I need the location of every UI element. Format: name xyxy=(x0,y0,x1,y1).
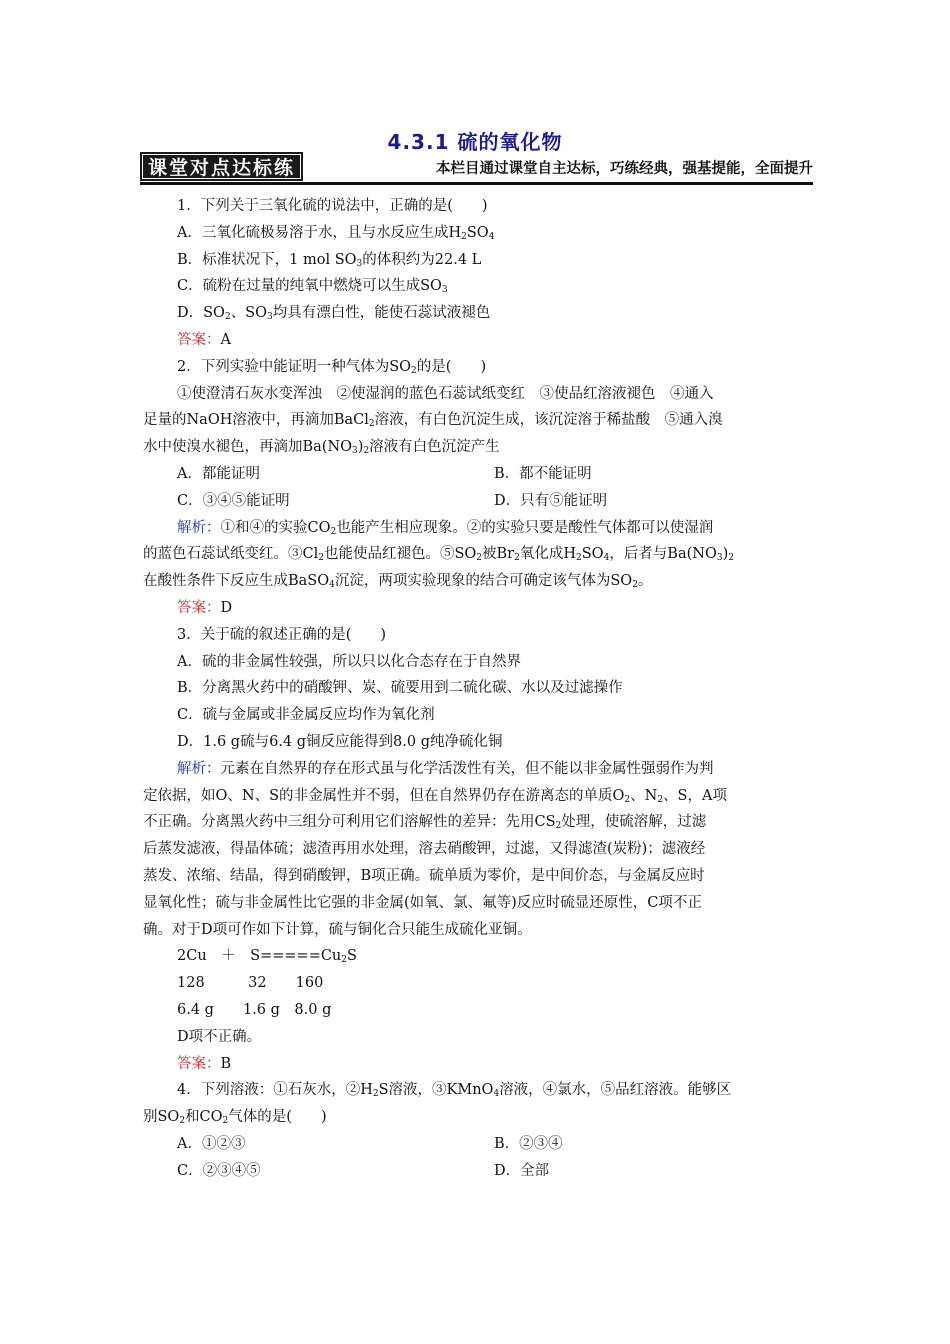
q2-option-a: A．都能证明 xyxy=(177,465,260,482)
q1-stem: 1．下列关于三氧化硫的说法中，正确的是( ) xyxy=(177,198,488,214)
q2-statement-line-1: ①使澄清石灰水变浑浊 ②使湿润的蓝色石蕊试纸变红 ③使品红溶液褪色 ④通入 xyxy=(177,385,714,402)
q2-option-b: B．都不能证明 xyxy=(494,465,592,482)
q4-option-d: D．全部 xyxy=(494,1162,550,1179)
q2-option-c: C．③④⑤能证明 xyxy=(177,492,290,509)
q4-stem-line-2: 别$SO_2$和$CO_2$气体的是( ) xyxy=(143,1109,327,1127)
q2-explanation-line-2: 的蓝色石蕊试纸变红。$③Cl_2$也能使品红褪色。$⑤SO_2$被$Br_2$氧化成$H_2SO_4$，后者与$Ba(NO_3)_2$ xyxy=(143,546,734,564)
banner-description: 本栏目通过课堂自主达标，巧练经典，强基提能，全面提升 xyxy=(436,161,813,177)
q2-options-row-2 xyxy=(143,488,811,515)
banner-label: 课堂对点达标练 xyxy=(140,152,303,181)
q2-answer: 答案：D xyxy=(177,599,233,616)
q2-options-row-1 xyxy=(143,461,811,488)
q4-option-a: A．①②③ xyxy=(177,1135,246,1152)
q3-option-d: D．1.6 g硫与6.4 g铜反应能得到8.0 g纯净硫化铜 xyxy=(177,733,503,750)
q2-stem: 2．下列实验中能证明一种气体为$SO_2$的是( ) xyxy=(177,358,487,376)
explanation-label: 解析： xyxy=(177,519,221,536)
q2-statement-line-3: 水中使溴水褪色，再滴加$Ba(NO_3)_2$溶液有白色沉淀产生 xyxy=(143,439,500,457)
q4-options-row-1 xyxy=(143,1131,811,1158)
q3-molar-masses: 128 32 160 xyxy=(177,975,324,992)
q2-statement-line-2: 足量的NaOH溶液中，再滴加BaCl$_2$溶液，有白色沉淀生成，该沉淀溶于稀盐酸 ⑤通入溴 xyxy=(143,412,723,430)
q2-option-d: D．只有⑤能证明 xyxy=(494,492,608,509)
q4-options-row-2 xyxy=(143,1158,811,1185)
q4-stem-line-1: 4．下列溶液：①石灰水，$②H_2S$溶液，③KMnO$_4$溶液，④氯水，⑤品红溶液。能够区 xyxy=(177,1082,732,1100)
q3-explanation-line-1: 解析：元素在自然界的存在形式虽与化学活泼性有关，但不能以非金属性强弱作为判 xyxy=(177,760,714,777)
q3-conclusion: D项不正确。 xyxy=(177,1028,262,1045)
q3-option-a: A．硫的非金属性较强，所以只以化合态存在于自然界 xyxy=(177,653,521,670)
q3-stem: 3．关于硫的叙述正确的是( ) xyxy=(177,626,387,643)
q3-explanation-line-2: 定依据，如O、N、S的非金属性并不弱，但在自然界仍存在游离态的单质$O_2$、$N_2$、S，A项 xyxy=(143,787,727,805)
q3-explanation-line-6: 显氧化性；硫与非金属性比它强的非金属(如氧、氯、氟等)反应时硫显还原性，C项不正 xyxy=(143,894,702,911)
page-title: 4.3.1 硫的氧化物 xyxy=(387,130,563,154)
q2-explanation-line-3: 在酸性条件下反应生成BaSO$_4$沉淀，两项实验现象的结合可确定该气体为$SO_2$。 xyxy=(143,573,653,591)
q1-option-d: D．$SO_2$、$SO_3$均具有漂白性，能使石蕊试液褪色 xyxy=(177,305,491,323)
q4-option-b: B．②③④ xyxy=(494,1135,563,1152)
q3-answer: 答案：B xyxy=(177,1055,232,1072)
q3-option-b: B．分离黑火药中的硝酸钾、炭、硫要用到二硫化碳、水以及过滤操作 xyxy=(177,680,623,697)
q1-option-a: A．三氧化硫极易溶于水，且与水反应生成$H_2SO_4$ xyxy=(177,224,495,242)
q1-option-b: B．标准状况下，1 mol $SO_3$的体积约为22.4 L xyxy=(177,251,482,269)
q3-explanation-line-7: 确。对于D项可作如下计算，硫与铜化合只能生成硫化亚铜。 xyxy=(143,921,532,938)
q3-explanation-line-5: 蒸发、浓缩、结晶，得到硝酸钾，B项正确。硫单质为零价，是中间价态，与金属反应时 xyxy=(143,867,705,884)
q3-equation: 2Cu ＋ $S=====Cu_2S$ xyxy=(177,948,357,966)
q1-answer: 答案：A xyxy=(177,331,231,348)
q3-explanation-line-3: 不正确。分离黑火药中三组分可利用它们溶解性的差异：先用$CS_2$处理，使硫溶解，过滤 xyxy=(143,814,707,832)
exercise-content xyxy=(143,193,811,1184)
q3-explanation-line-4: 后蒸发滤液，得晶体硫；滤渣再用水处理，溶去硝酸钾，过滤，又得滤渣(炭粉)；滤液经 xyxy=(143,841,706,858)
q2-explanation-line-1: 解析：①和④的实验$CO_2$也能产生相应现象。②的实验只要是酸性气体都可以使湿润 xyxy=(177,519,714,537)
explanation-label: 解析： xyxy=(177,760,221,777)
q4-option-c: C．②③④⑤ xyxy=(177,1162,261,1179)
q3-option-c: C．硫与金属或非金属反应均作为氧化剂 xyxy=(177,707,435,724)
section-banner xyxy=(140,152,813,185)
q3-masses: 6.4 g 1.6 g 8.0 g xyxy=(177,1001,332,1018)
q1-option-c: C．硫粉在过量的纯氧中燃烧可以生成$SO_3$ xyxy=(177,278,448,296)
